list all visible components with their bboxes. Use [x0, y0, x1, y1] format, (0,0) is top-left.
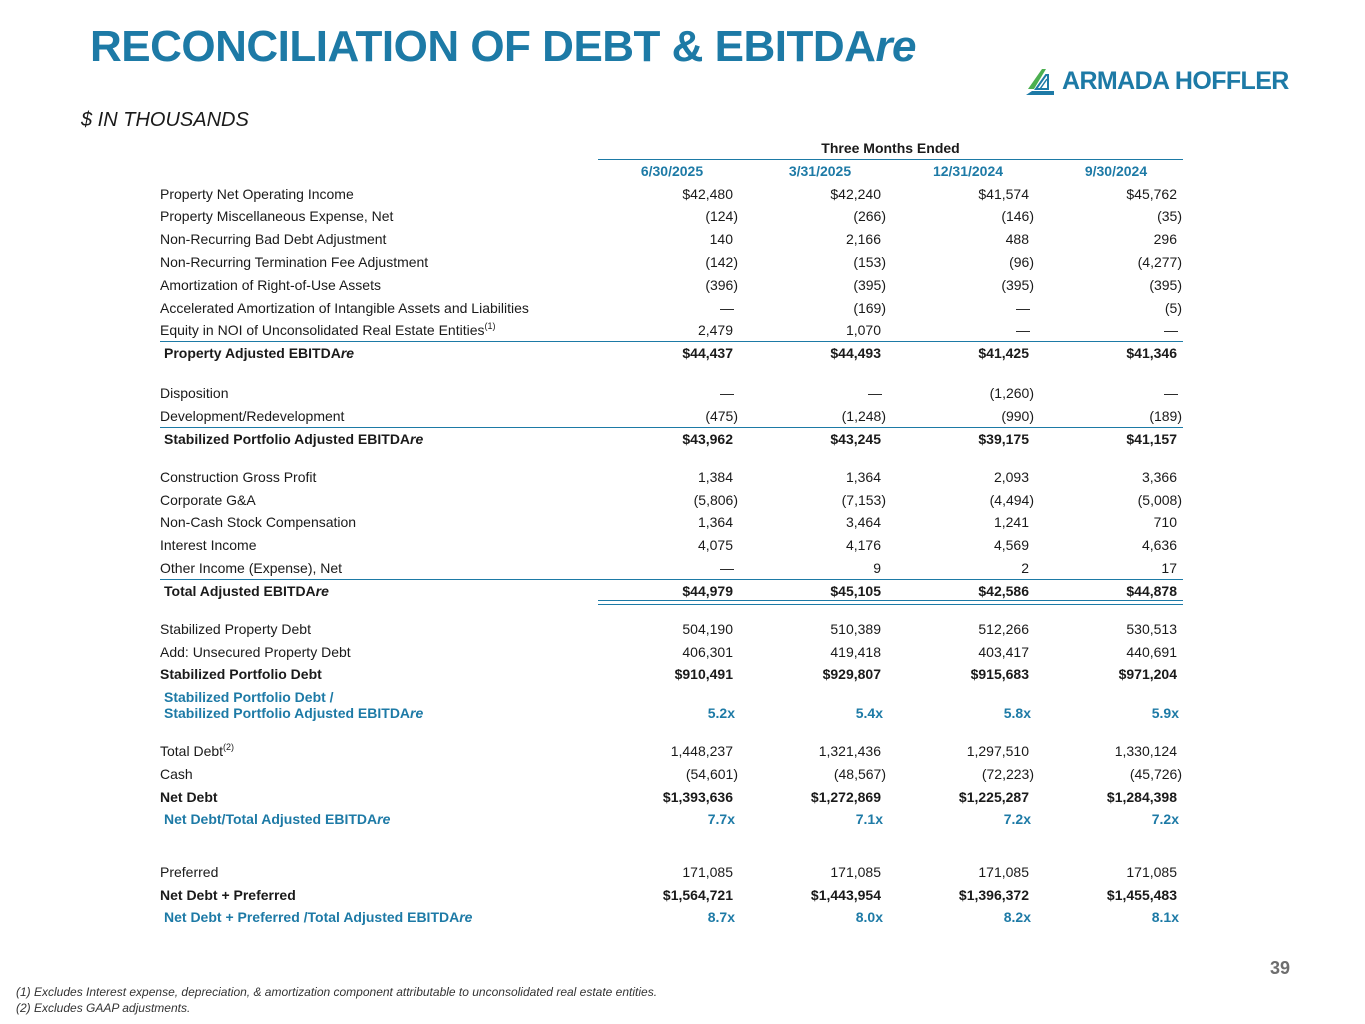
subtotal-row: Stabilized Portfolio Adjusted EBITDAre $43,962 $43,245 $39,175 $41,157 [160, 427, 1183, 449]
table-row: Non-Recurring Bad Debt Adjustment 140 2,166 488 296 [160, 231, 1177, 247]
table-row: Non-Cash Stock Compensation 1,364 3,464 1,241 710 [160, 514, 1177, 530]
table-row: Stabilized Portfolio Debt $910,491 $929,807 $915,683 $971,204 [160, 666, 1177, 682]
header-divider [598, 159, 1183, 160]
footnote-2: (2) Excludes GAAP adjustments. [16, 1001, 191, 1015]
table-row: Stabilized Property Debt 504,190 510,389 512,266 530,513 [160, 621, 1177, 637]
ratio-label-stabilized: Stabilized Portfolio Debt / Stabilized Portfolio Adjusted EBITDAre [164, 689, 424, 721]
ratio-row: Net Debt/Total Adjusted EBITDAre 7.7x 7.1x 7.2x 7.2x [164, 811, 1179, 827]
company-logo [1024, 64, 1289, 98]
table-row: Construction Gross Profit 1,384 1,364 2,093 3,366 [160, 469, 1177, 485]
table-row: Equity in NOI of Unconsolidated Real Estate Entities$^{(1)}$ 2,479 1,070 — — [160, 321, 1178, 338]
armada-hoffler-logo-icon [1024, 65, 1056, 97]
table-row: Amortization of Right-of-Use Assets (396) (395) (395) (395) [160, 277, 1182, 293]
table-row: Cash (54,601) (48,567) (72,223) (45,726) [160, 766, 1182, 782]
total-row: Total Adjusted EBITDAre $44,979 $45,105 $42,586 $44,878 [160, 579, 1183, 601]
ratio-row: Net Debt + Preferred /Total Adjusted EBITDAre 8.7x 8.0x 8.2x 8.1x [164, 909, 1179, 925]
table-row: Accelerated Amortization of Intangible Assets and Liabilities — (169) — (5) [160, 300, 1182, 316]
logo-text: ARMADA HOFFLER [1062, 66, 1289, 95]
table-row: Preferred 171,085 171,085 171,085 171,085 [160, 864, 1177, 880]
table-row: Add: Unsecured Property Debt 406,301 419,418 403,417 440,691 [160, 644, 1177, 660]
table-row: Development/Redevelopment (475) (1,248) (990) (189) [160, 408, 1182, 424]
units-subtitle: $ IN THOUSANDS [81, 109, 249, 131]
table-row: Total Debt$^{(2)}$ 1,448,237 1,321,436 1,297,510 1,330,124 [160, 742, 1177, 759]
table-row: Net Debt + Preferred $1,564,721 $1,443,954 $1,396,372 $1,455,483 [160, 887, 1177, 903]
double-underline-bottom [598, 604, 1183, 605]
double-underline-top [598, 600, 1183, 601]
column-header-3-31-2025: 3/31/2025 [788, 163, 852, 179]
table-row: Other Income (Expense), Net — 9 2 17 [160, 560, 1177, 576]
footnote-1: (1) Excludes Interest expense, depreciation, & amortization component attributable to unconsolidated real estate entities. [16, 985, 658, 999]
table-row: Disposition — — (1,260) — [160, 385, 1178, 401]
table-row: Net Debt $1,393,636 $1,272,869 $1,225,287 $1,284,398 [160, 789, 1177, 805]
subtotal-row: Property Adjusted EBITDAre $44,437 $44,493 $41,425 $41,346 [160, 341, 1183, 363]
table-row: Interest Income 4,075 4,176 4,569 4,636 [160, 537, 1177, 553]
group-header: Three Months Ended [821, 140, 960, 156]
ratio-row: 5.2x 5.4x 5.8x 5.9x [707, 705, 1179, 721]
table-row: Property Net Operating Income $42,480 $42,240 $41,574 $45,762 [160, 186, 1177, 202]
table-row: Non-Recurring Termination Fee Adjustment (142) (153) (96) (4,277) [160, 254, 1182, 270]
table-row: Property Miscellaneous Expense, Net (124) (266) (146) (35) [160, 208, 1182, 224]
page-number: 39 [1270, 958, 1291, 978]
page-title: RECONCILIATION OF DEBT & EBITDAre [90, 22, 917, 71]
column-header-6-30-2025: 6/30/2025 [640, 163, 704, 179]
column-header-9-30-2024: 9/30/2024 [1084, 163, 1148, 179]
table-row: Corporate G&A (5,806) (7,153) (4,494) (5,008) [160, 492, 1182, 508]
column-header-12-31-2024: 12/31/2024 [932, 163, 1004, 179]
